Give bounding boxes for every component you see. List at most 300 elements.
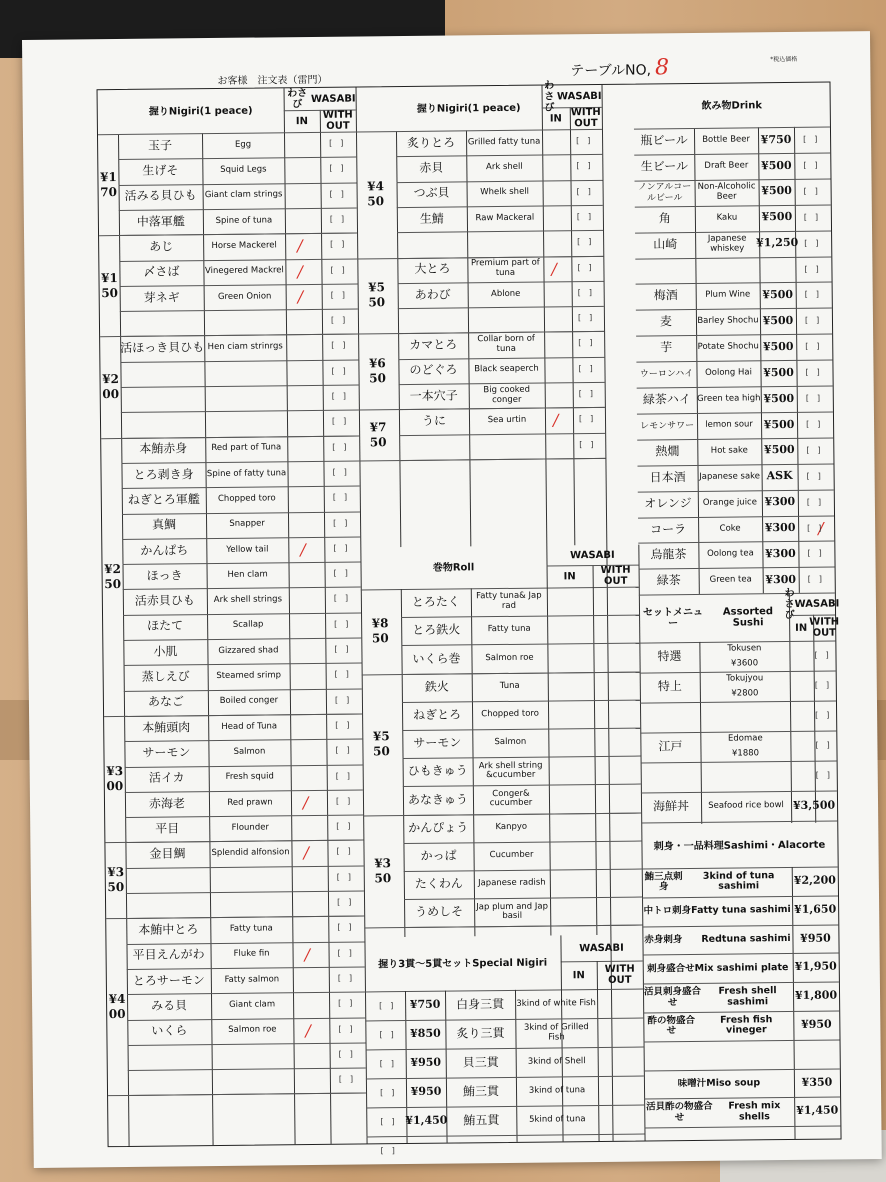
sashimi-price: ¥1,450 <box>796 1103 839 1118</box>
sashimi-price: ¥2,200 <box>793 873 836 888</box>
order-checkbox[interactable]: [ ] <box>335 745 350 755</box>
item-name-jp: とろ剥き身 <box>133 466 194 482</box>
order-checkbox[interactable]: [ ] <box>806 445 821 455</box>
drink-name-en: Coke <box>719 523 741 534</box>
special-name-en: 3kind of Grilled Fish <box>523 1021 589 1043</box>
order-checkbox[interactable]: [ ] <box>335 720 350 730</box>
sashimi-name <box>644 1040 794 1070</box>
wasabi-mark: / <box>297 286 304 306</box>
item-name-jp <box>128 1069 212 1095</box>
special-name-jp: 貝三貫 <box>462 1054 499 1070</box>
sashimi-name-jp: 酢の物盛合せ <box>647 1014 696 1037</box>
drink-name-en: Draft Beer <box>704 160 749 171</box>
item-name-en <box>212 1043 294 1069</box>
item-name-en <box>210 866 292 892</box>
group-price: ¥150 <box>101 270 119 300</box>
order-checkbox[interactable]: [ ] <box>805 393 821 403</box>
order-checkbox[interactable]: [ ] <box>338 1074 354 1084</box>
order-checkbox[interactable]: [ ] <box>815 710 830 720</box>
set-price: ¥3,500 <box>792 798 836 812</box>
order-checkbox[interactable]: [ ] <box>337 922 352 933</box>
set-in: IN <box>795 622 808 634</box>
wasabi-mark: / <box>297 236 303 256</box>
roll-name-en: Conger& cucumber <box>489 788 533 809</box>
roll-name-jp: ねぎとろ <box>413 707 462 722</box>
item-name-jp: 玉子 <box>148 138 173 153</box>
item-name-en: Fatty salmon <box>224 974 280 985</box>
item-name-jp: 活ほっき貝ひも <box>120 340 205 356</box>
item-name-en: Giant clam <box>229 999 276 1010</box>
order-checkbox[interactable]: [ ] <box>579 439 594 449</box>
order-checkbox[interactable]: [ ] <box>577 287 592 297</box>
item-name-jp: あなご <box>147 694 185 710</box>
drink-price: ASK <box>766 469 793 483</box>
drink-price: ¥500 <box>762 287 794 302</box>
roll-in: IN <box>563 570 576 582</box>
drink-name-jp: 日本酒 <box>649 469 686 485</box>
nigiri-heading-jp: 握り <box>416 103 437 115</box>
special-price: ¥950 <box>410 1084 442 1099</box>
grid-line <box>570 107 576 545</box>
wasabi-heading-2 <box>542 79 602 114</box>
roll-name-en: Chopped toro <box>481 708 539 720</box>
drink-price: ¥300 <box>765 546 796 561</box>
item-name-en: Hen ciam strinrgs <box>207 341 283 353</box>
sashimi-name <box>642 896 792 926</box>
sashimi-heading-en: Sashimi・Alacorte <box>723 839 826 852</box>
item-name-en: Fresh squid <box>225 771 274 783</box>
drink-name-jp: ウーロンハイ <box>639 368 694 380</box>
sashimi-name-en: tuna sashimi <box>721 932 791 945</box>
sashimi-name-jp: 中トロ刺身 <box>643 905 692 917</box>
order-checkbox[interactable]: [ ] <box>807 549 822 559</box>
roll-name-en: Salmon roe <box>485 652 534 663</box>
drink-price: ¥1,250 <box>756 236 799 250</box>
roll-name-jp: うめしそ <box>415 904 464 920</box>
roll-name-en: Fatty tuna <box>487 624 531 635</box>
roll-name-jp: いくら巻 <box>412 651 461 666</box>
item-name-en: Fluke fin <box>233 948 270 960</box>
group-price: ¥300 <box>106 764 124 794</box>
order-checkbox[interactable]: [ ] <box>803 186 818 196</box>
tax-note: *税込価格 <box>770 55 798 64</box>
wasabi-en: WASABI <box>556 90 602 102</box>
item-name-jp: カマとろ <box>409 337 458 353</box>
special-name-en: 3kind of tuna <box>528 1084 586 1096</box>
order-checkbox[interactable]: [ ] <box>332 467 347 477</box>
wasabi-jp: わさび <box>784 587 795 621</box>
sashimi-name-en: Fresh shell sashimi <box>718 985 777 1008</box>
sashimi-name-jp: 活貝刺身盛合せ <box>643 986 702 1008</box>
special-name-en: 3kind of white Fish <box>516 997 596 1009</box>
order-checkbox[interactable]: [ ] <box>814 650 829 660</box>
order-checkbox[interactable]: [ ] <box>379 1059 395 1069</box>
sashimi-name <box>642 867 792 897</box>
drink-price: ¥500 <box>763 391 795 405</box>
item-name-en: Scallap <box>232 619 264 631</box>
set-price: ¥1880 <box>731 747 760 759</box>
drink-name-en: Barley Shochu <box>697 315 759 327</box>
roll-name-en: Jap plum and Jap basil <box>476 901 549 922</box>
item-name-en: Egg <box>234 139 252 150</box>
order-checkbox[interactable]: [ ] <box>336 897 352 907</box>
item-name-jp: 大とろ <box>414 261 451 277</box>
group-price: ¥750 <box>369 419 387 449</box>
wasabi-in-1: IN <box>295 115 308 127</box>
item-name-jp: サーモン <box>142 745 191 760</box>
drink-price: ¥500 <box>762 339 794 354</box>
drink-name-en: Bottle Beer <box>702 134 751 145</box>
item-name-en: Snapper <box>229 518 265 530</box>
group-price: ¥850 <box>371 616 389 646</box>
wasabi-in-2: IN <box>549 112 562 124</box>
order-checkbox[interactable]: [ ] <box>576 136 591 146</box>
item-name-en <box>467 231 543 257</box>
order-checkbox[interactable]: [ ] <box>804 238 819 248</box>
order-checkbox[interactable]: [ ] <box>807 523 822 533</box>
order-checkbox[interactable]: [ ] <box>332 442 347 452</box>
order-checkbox[interactable]: [ ] <box>803 212 819 222</box>
item-name-en: Flounder <box>231 822 269 833</box>
sashimi-name-jp: 味噌汁 <box>677 1077 707 1089</box>
drink-price: ¥500 <box>763 417 795 431</box>
order-checkbox[interactable]: [ ] <box>336 846 351 857</box>
order-checkbox[interactable]: [ ] <box>329 138 344 148</box>
drink-name-en: Japanese sake <box>699 471 761 482</box>
sashimi-name-jp: 赤身刺身 Red <box>644 933 722 946</box>
group-price: ¥170 <box>100 169 118 199</box>
order-checkbox[interactable]: [ ] <box>379 1030 394 1040</box>
order-checkbox[interactable]: [ ] <box>804 264 819 274</box>
order-checkbox[interactable]: [ ] <box>805 367 820 377</box>
roll-name-jp: ひもきゅう <box>407 763 468 779</box>
item-name-en <box>205 385 287 411</box>
order-checkbox[interactable]: [ ] <box>330 315 346 325</box>
set-name-jp: 特選 <box>657 649 682 664</box>
order-checkbox[interactable]: [ ] <box>806 419 821 429</box>
item-name-jp: 生鯖 <box>419 211 444 226</box>
drink-price: ¥500 <box>762 313 794 328</box>
set-name-jp: 江戸 <box>658 739 683 754</box>
item-name-jp <box>120 310 204 336</box>
order-checkbox[interactable]: [ ] <box>332 492 348 502</box>
item-name-jp: ねぎとろ軍艦 <box>127 492 200 507</box>
item-name-en <box>205 411 287 437</box>
sheet-title: お客様 注文表（雷門） <box>217 74 328 87</box>
item-name-en: Fatty tuna <box>229 923 273 934</box>
set-name-en: Edomae <box>727 732 763 744</box>
item-name-jp: 芽ネギ <box>143 289 180 305</box>
sashimi-name <box>643 1011 793 1041</box>
order-checkbox[interactable]: [ ] <box>331 366 346 376</box>
drink-heading-en: Drink <box>731 99 763 112</box>
order-checkbox[interactable]: [ ] <box>329 163 344 174</box>
item-name-en: Red prawn <box>227 796 273 808</box>
set-price <box>700 716 790 732</box>
special-wasabi: WASABI <box>579 942 624 954</box>
drink-price: ¥500 <box>761 184 793 198</box>
drink-name-jp: 瓶ビール <box>640 133 688 148</box>
roll-heading-en: Roll <box>452 561 475 574</box>
item-name-en: Ark shell <box>485 161 523 173</box>
order-checkbox[interactable]: [ ] <box>335 771 351 781</box>
nigiri-heading-2 <box>396 88 542 130</box>
order-checkbox[interactable]: [ ] <box>577 262 592 272</box>
item-name-jp: ほっき <box>146 568 183 583</box>
item-name-en: Head of Tuna <box>221 721 278 732</box>
wasabi-mark: / <box>297 261 303 281</box>
wasabi-mark: / <box>818 518 824 538</box>
set-wasabi <box>784 587 840 621</box>
order-checkbox[interactable]: [ ] <box>334 619 349 629</box>
group-price: ¥400 <box>108 991 126 1021</box>
order-checkbox[interactable]: [ ] <box>330 265 345 275</box>
sashimi-name-en: Mix sashimi plate <box>694 961 789 974</box>
table-label: テーブルNO, <box>570 62 652 80</box>
drink-name-jp <box>635 257 695 284</box>
drink-name-jp: 熱燗 <box>655 443 680 459</box>
item-name-en: Gizzared shad <box>218 645 279 656</box>
wasabi-heading-1 <box>284 88 356 111</box>
item-name-jp <box>128 1044 212 1070</box>
item-name-jp: いくら <box>151 1023 188 1038</box>
drink-name-jp: ノンアルコールビール <box>637 182 692 204</box>
drink-heading-jp: 飲み物 <box>701 100 732 112</box>
order-checkbox[interactable]: [ ] <box>330 239 345 249</box>
item-name-jp <box>126 867 210 893</box>
roll-name-jp: たくわん <box>414 876 463 892</box>
order-checkbox[interactable]: [ ] <box>577 313 593 323</box>
roll-name-en: Cucumber <box>489 849 534 861</box>
order-checkbox[interactable]: [ ] <box>338 1024 353 1034</box>
item-name-jp: のどぐろ <box>409 362 458 378</box>
order-sheet <box>22 31 882 1168</box>
item-name-jp: つぶ貝 <box>413 185 450 201</box>
item-name-en: Spine of fatty tuna <box>206 467 287 479</box>
drink-name-jp: 緑茶 <box>656 573 681 588</box>
wasabi-mark: / <box>304 944 311 964</box>
order-checkbox[interactable]: [ ] <box>336 872 352 882</box>
item-name-en: Premium part of tuna <box>470 257 540 279</box>
order-checkbox[interactable]: [ ] <box>576 211 592 222</box>
order-checkbox[interactable]: [ ] <box>803 134 818 144</box>
order-checkbox[interactable]: [ ] <box>814 680 830 690</box>
sashimi-price: ¥950 <box>800 1017 832 1031</box>
roll-name-en: Tuna <box>499 680 520 691</box>
order-checkbox[interactable]: [ ] <box>380 1117 395 1127</box>
order-checkbox[interactable]: [ ] <box>805 341 820 352</box>
set-name-en: Seafood rice bowl <box>708 800 784 811</box>
item-name-en: Ark shell strings <box>213 594 283 606</box>
order-checkbox[interactable]: [ ] <box>331 416 347 427</box>
item-name-jp: 真鯛 <box>151 517 177 532</box>
special-name-jp: 鮪五貫 <box>463 1112 500 1128</box>
drink-name-jp: オレンジ <box>644 495 692 511</box>
drink-name-en: Oolong Hai <box>705 367 753 379</box>
sashimi-price <box>794 1039 840 1068</box>
order-checkbox[interactable]: [ ] <box>578 363 593 373</box>
item-name-jp: 赤海老 <box>148 795 186 811</box>
order-checkbox[interactable]: [ ] <box>807 574 822 585</box>
item-name-jp <box>121 411 205 437</box>
roll-name-en: Ark shell string &cucumber <box>478 760 543 781</box>
special-name-en: 3kind of Shell <box>527 1055 586 1067</box>
grid-line <box>359 458 605 462</box>
order-checkbox[interactable]: [ ] <box>815 740 830 750</box>
order-checkbox[interactable]: [ ] <box>338 1049 353 1059</box>
set-name-en <box>701 761 791 777</box>
drink-name-jp: 麦 <box>659 314 673 329</box>
order-checkbox[interactable]: [ ] <box>380 1146 395 1156</box>
set-price <box>701 776 791 792</box>
item-name-en: Ablone <box>490 288 521 299</box>
grid-line <box>593 565 598 935</box>
wasabi-en: WASABI <box>794 597 840 610</box>
order-checkbox[interactable]: [ ] <box>334 669 349 680</box>
roll-name-jp: サーモン <box>413 735 462 751</box>
group-price: ¥550 <box>372 729 390 759</box>
item-name-en: Splendid alfonsion <box>211 847 290 859</box>
item-name-en: Spine of tuna <box>215 215 273 226</box>
order-checkbox[interactable]: [ ] <box>806 471 821 481</box>
roll-without: WITH OUT <box>600 564 631 587</box>
item-name-en <box>469 433 545 459</box>
order-checkbox[interactable]: [ ] <box>815 770 831 780</box>
sashimi-heading <box>641 823 837 869</box>
order-checkbox[interactable]: [ ] <box>379 1001 394 1011</box>
item-name-jp: 金目鯛 <box>149 846 186 861</box>
order-checkbox[interactable]: [ ] <box>331 391 347 401</box>
order-checkbox[interactable]: [ ] <box>806 497 822 507</box>
drink-name-en <box>695 257 759 284</box>
wasabi-mark: / <box>300 539 306 559</box>
order-checkbox[interactable]: [ ] <box>333 543 348 553</box>
sashimi-name-en: Fresh fish vineger <box>720 1014 773 1037</box>
order-checkbox[interactable]: [ ] <box>331 341 346 351</box>
order-checkbox[interactable]: [ ] <box>337 948 352 958</box>
order-checkbox[interactable]: [ ] <box>804 315 820 326</box>
item-name-jp <box>126 892 210 918</box>
group-price: ¥550 <box>368 280 386 310</box>
sashimi-name-jp: 活貝酢の物盛合せ <box>645 1101 713 1124</box>
item-name-en: Big cooked conger <box>483 384 531 405</box>
order-checkbox[interactable]: [ ] <box>333 594 349 604</box>
order-checkbox[interactable]: [ ] <box>334 644 349 654</box>
table-number-label <box>570 55 669 81</box>
item-name-jp: かんぱち <box>140 542 189 558</box>
drink-name-en: Oolong tea <box>707 548 754 560</box>
order-checkbox[interactable]: [ ] <box>333 518 348 528</box>
item-name-jp <box>398 307 468 333</box>
item-name-jp: うに <box>421 413 447 428</box>
item-name-en: Salmon <box>233 746 266 757</box>
special-name-jp: 炙り三貫 <box>456 1025 505 1041</box>
drink-name-en: Green tea high <box>697 393 761 405</box>
order-checkbox[interactable]: [ ] <box>379 1088 395 1098</box>
item-name-en <box>204 309 286 335</box>
set-heading-jp: セットメニュー <box>642 606 703 630</box>
order-checkbox[interactable]: [ ] <box>330 290 345 300</box>
sashimi-name <box>643 953 793 983</box>
item-name-en: Salmon roe <box>228 1024 277 1036</box>
order-checkbox[interactable]: [ ] <box>338 998 353 1008</box>
roll-heading-jp: 巻物 <box>432 562 453 574</box>
roll-name-en: Salmon <box>494 736 527 748</box>
nigiri-heading-en: Nigiri(1 peace) <box>168 105 253 117</box>
item-name-jp: あじ <box>149 239 174 254</box>
set-heading-en: Assorted Sushi <box>722 606 774 629</box>
roll-name-jp: あなきゅう <box>407 791 469 807</box>
order-checkbox[interactable]: [ ] <box>578 414 594 424</box>
roll-name-jp: とろ鉄火 <box>412 622 461 638</box>
set-name-jp: 海鮮丼 <box>652 799 690 814</box>
drink-name-jp: 山崎 <box>653 236 678 252</box>
special-heading <box>364 935 561 991</box>
special-in: IN <box>572 969 585 981</box>
sashimi-price: ¥950 <box>800 931 831 945</box>
item-name-jp <box>121 386 205 412</box>
sashimi-name <box>644 1097 794 1127</box>
order-checkbox[interactable]: [ ] <box>336 821 351 831</box>
item-name-en: Steamed srimp <box>216 670 282 682</box>
order-checkbox[interactable]: [ ] <box>335 796 351 806</box>
roll-name-en: Kanpyo <box>495 821 528 832</box>
set-name-en: Tokujyou <box>726 672 764 684</box>
order-checkbox[interactable]: [ ] <box>804 290 820 300</box>
order-checkbox[interactable]: [ ] <box>329 189 344 199</box>
item-name-en: Grilled fatty tuna <box>467 136 541 148</box>
roll-wasabi: WASABI <box>570 549 615 561</box>
order-checkbox[interactable]: [ ] <box>578 389 594 399</box>
drink-name-jp: 梅酒 <box>653 288 678 303</box>
special-heading-en: Special Nigiri <box>472 957 548 969</box>
item-name-jp: 活赤貝ひも <box>134 593 195 608</box>
drink-name-jp: 烏龍茶 <box>650 547 687 562</box>
order-checkbox[interactable]: [ ] <box>578 338 593 348</box>
set-name-jp <box>641 762 701 793</box>
item-name-jp: あわび <box>414 287 451 302</box>
drink-price: ¥500 <box>761 210 793 224</box>
sashimi-name <box>644 1069 794 1099</box>
order-checkbox[interactable]: [ ] <box>329 214 345 224</box>
drink-name-en: Green tea <box>709 574 752 586</box>
order-checkbox[interactable]: [ ] <box>333 568 348 578</box>
item-name-jp: 中落軍艦 <box>136 213 185 229</box>
order-checkbox[interactable]: [ ] <box>337 973 353 983</box>
special-price: ¥750 <box>409 997 441 1012</box>
special-name-jp: 鮪三貫 <box>462 1083 500 1099</box>
roll-name-jp: かんぴょう <box>408 820 469 835</box>
order-checkbox[interactable]: [ ] <box>576 186 591 196</box>
drink-price: ¥500 <box>763 443 795 457</box>
drink-price <box>759 256 795 282</box>
drink-name-jp: コーラ <box>650 521 687 536</box>
drink-name-jp: 角 <box>658 210 671 226</box>
wasabi-mark: / <box>303 843 310 863</box>
item-name-jp: 平目 <box>155 821 180 836</box>
order-checkbox[interactable]: [ ] <box>803 160 818 170</box>
drink-name-jp: 緑茶ハイ <box>642 392 691 407</box>
item-name-en: Giant clam strings <box>204 189 283 201</box>
order-checkbox[interactable]: [ ] <box>576 161 591 171</box>
drink-price: ¥500 <box>760 158 792 172</box>
sashimi-price: ¥1,650 <box>794 902 837 916</box>
item-name-en <box>204 360 286 386</box>
order-checkbox[interactable]: [ ] <box>577 237 592 247</box>
order-checkbox[interactable]: [ ] <box>334 695 350 705</box>
item-name-jp <box>397 232 467 258</box>
item-name-jp: 蒸しえび <box>141 669 190 684</box>
